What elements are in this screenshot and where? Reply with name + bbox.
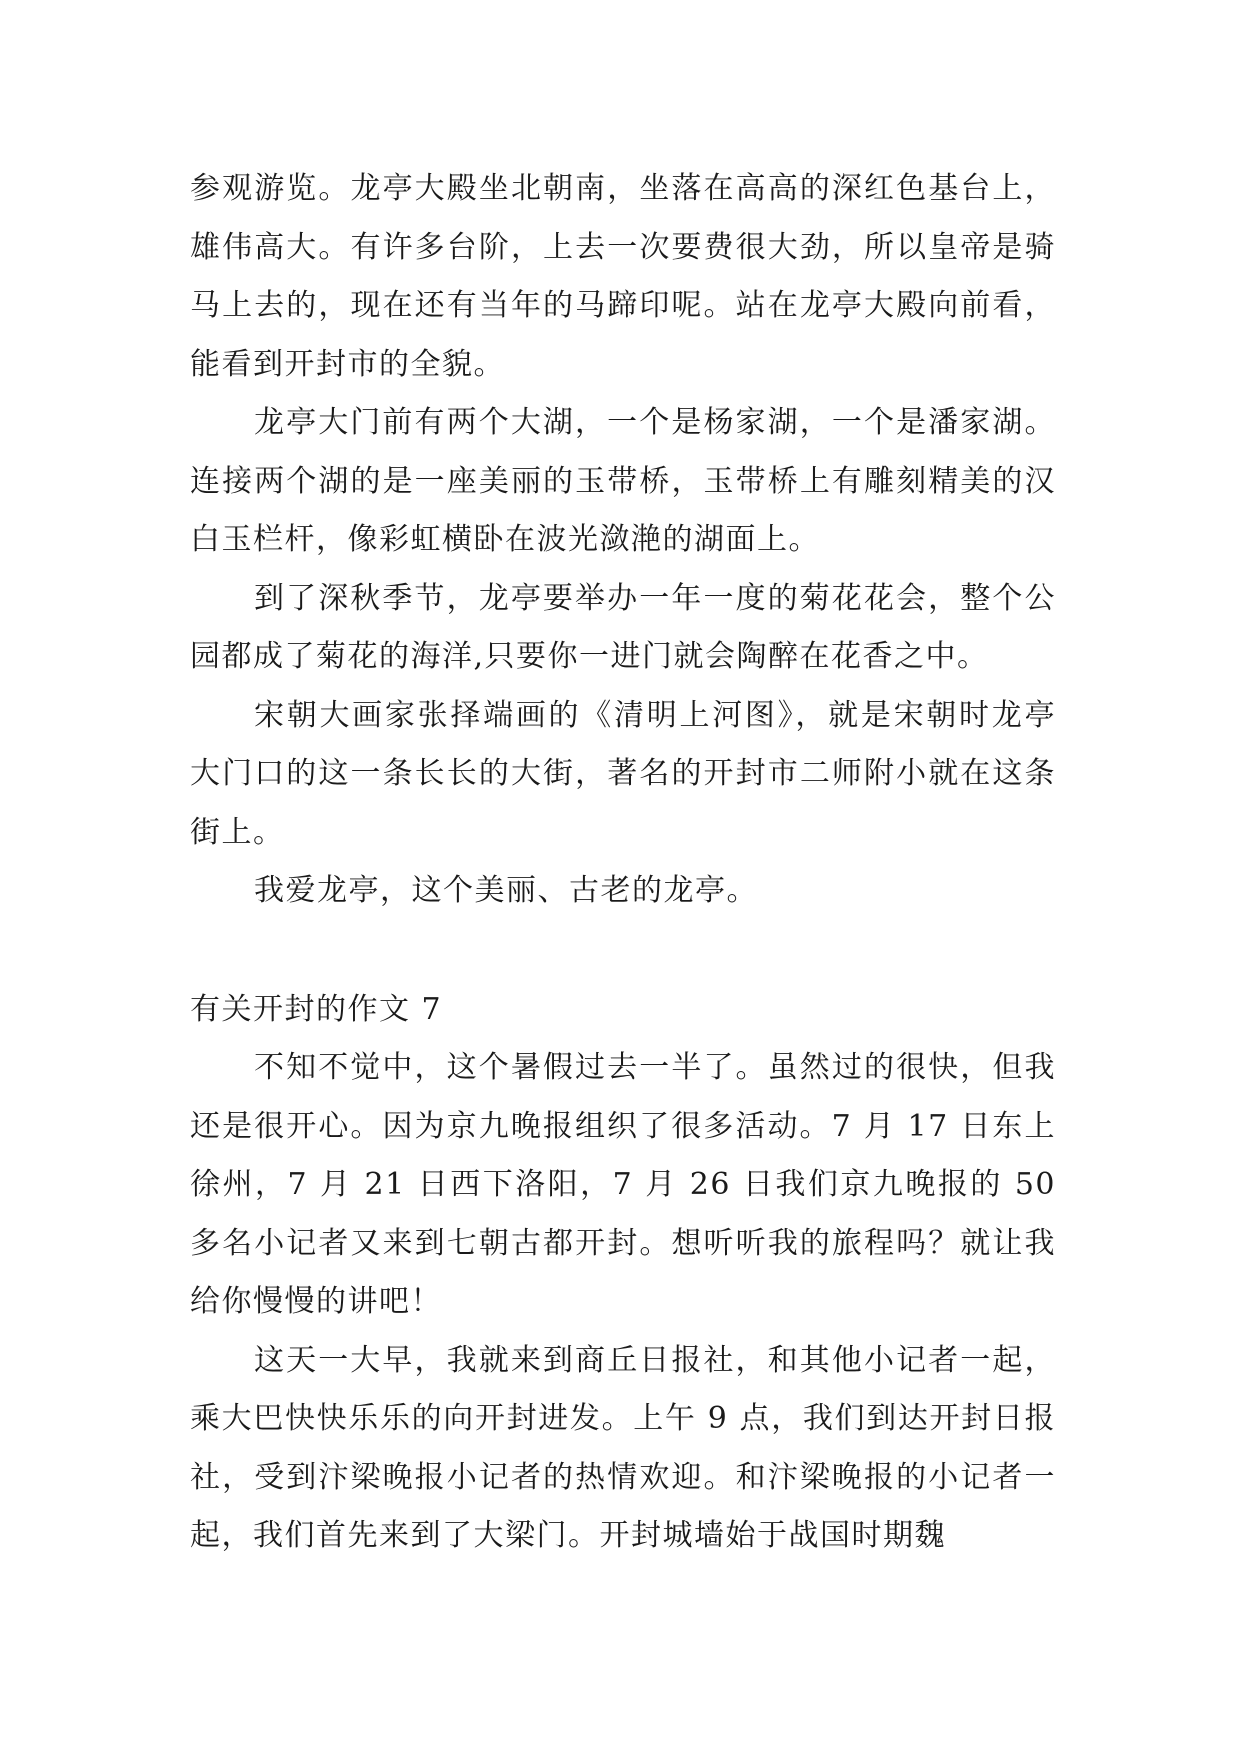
paragraph-2: 龙亭大门前有两个大湖，一个是杨家湖，一个是潘家湖。连接两个湖的是一座美丽的玉带桥，玉带桥上有雕刻精美的汉白玉栏杆，像彩虹横卧在波光潋滟的湖面上。: [190, 405, 1056, 557]
paragraph-5: 我爱龙亭，这个美丽、古老的龙亭。: [254, 873, 758, 908]
paragraph-7: 这天一大早，我就来到商丘日报社，和其他小记者一起，乘大巴快快乐乐的向开封进发。上午 9 点，我们到达开封日报社，受到汴梁晚报小记者的热情欢迎。和汴梁晚报的小记者一起，我们首先来到了大梁门。开封城墙始于战国时期魏: [190, 1342, 1056, 1553]
section-title: 有关开封的作文 7: [190, 991, 443, 1027]
paragraph-3: 到了深秋季节，龙亭要举办一年一度的菊花花会，整个公园都成了菊花的海洋,只要你一进门就会陶醉在花香之中。: [190, 580, 1056, 674]
document-body: [190, 160, 1056, 1566]
paragraph-4: 宋朝大画家张择端画的《清明上河图》，就是宋朝时龙亭大门口的这一条长长的大街，著名的开封市二师附小就在这条街上。: [190, 697, 1056, 850]
paragraph-1: 参观游览。龙亭大殿坐北朝南，坐落在高高的深红色基台上，雄伟高大。有许多台阶，上去一次要费很大劲，所以皇帝是骑马上去的，现在还有当年的马蹄印呢。站在龙亭大殿向前看，能看到开封市的全貌。: [190, 171, 1056, 382]
paragraph-6: 不知不觉中，这个暑假过去一半了。虽然过的很快，但我还是很开心。因为京九晚报组织了很多活动。7 月 17 日东上徐州，7 月 21 日西下洛阳，7 月 26 日我们京九晚报的 50 多名小记者又来到七朝古都开封。想听听我的旅程吗？就让我给你慢慢的讲吧！: [190, 1050, 1056, 1319]
